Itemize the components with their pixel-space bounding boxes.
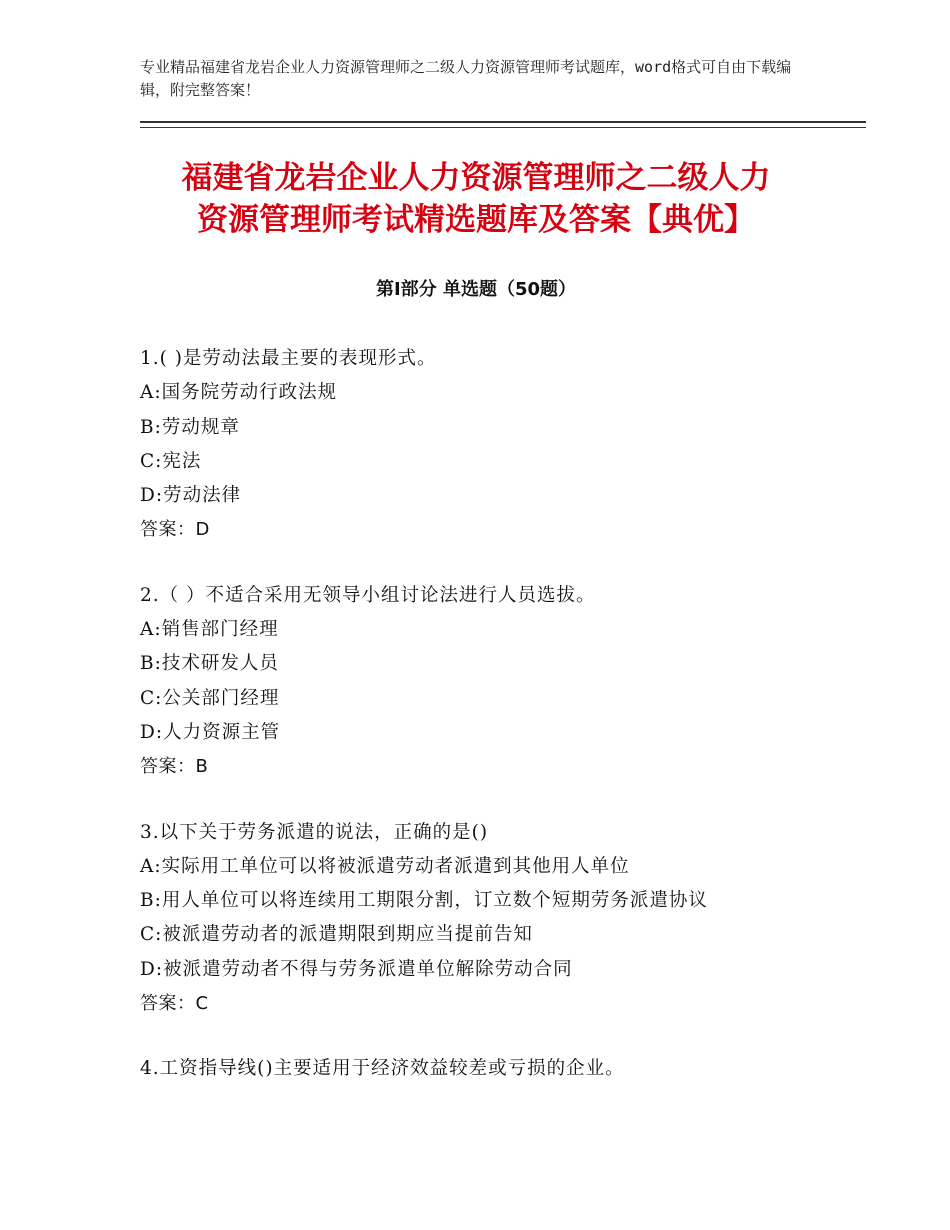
header-note: 专业精品福建省龙岩企业人力资源管理师之二级人力资源管理师考试题库，word格式可自由下载编辑，附完整答案！ <box>140 58 792 99</box>
option-c: C:宪法 <box>140 450 202 472</box>
question-stem: 4.工资指导线()主要适用于经济效益较差或亏损的企业。 <box>140 1058 625 1080</box>
answer: 答案：C <box>140 993 209 1015</box>
option-a: A:实际用工单位可以将被派遣劳动者派遣到其他用人单位 <box>140 855 630 877</box>
title-line-1: 福建省龙岩企业人力资源管理师之二级人力 <box>181 160 771 196</box>
option-d: D:劳动法律 <box>140 485 242 507</box>
option-c: C:公关部门经理 <box>140 687 280 709</box>
header-rule-thick <box>140 121 866 123</box>
option-d: D:被派遣劳动者不得与劳务派遣单位解除劳动合同 <box>140 958 573 980</box>
question-4 <box>140 1052 840 1086</box>
option-b: B:用人单位可以将连续用工期限分割，订立数个短期劳务派遣协议 <box>140 890 708 912</box>
answer: 答案：D <box>140 519 210 541</box>
title-line-2: 资源管理师考试精选题库及答案【典优】 <box>197 202 755 238</box>
option-a: A:国务院劳动行政法规 <box>140 382 338 404</box>
question-list <box>140 342 840 1118</box>
option-d: D:人力资源主管 <box>140 721 281 743</box>
question-2 <box>140 579 840 785</box>
question-1 <box>140 342 840 548</box>
option-c: C:被派遣劳动者的派遣期限到期应当提前告知 <box>140 924 533 946</box>
question-stem: 3.以下关于劳务派遣的说法，正确的是() <box>140 821 489 843</box>
answer: 答案：B <box>140 756 209 778</box>
option-b: B:技术研发人员 <box>140 653 279 675</box>
section-title: 第Ⅰ部分 单选题（50题） <box>375 279 576 300</box>
question-stem: 1.( )是劳动法最主要的表现形式。 <box>140 348 437 369</box>
question-3 <box>140 816 840 1022</box>
option-b: B:劳动规章 <box>140 416 240 438</box>
document-title <box>140 157 812 241</box>
option-a: A:销售部门经理 <box>140 619 279 641</box>
question-stem: 2.（ ）不适合采用无领导小组讨论法进行人员选拔。 <box>140 584 596 606</box>
header-rule-thin <box>140 127 866 128</box>
